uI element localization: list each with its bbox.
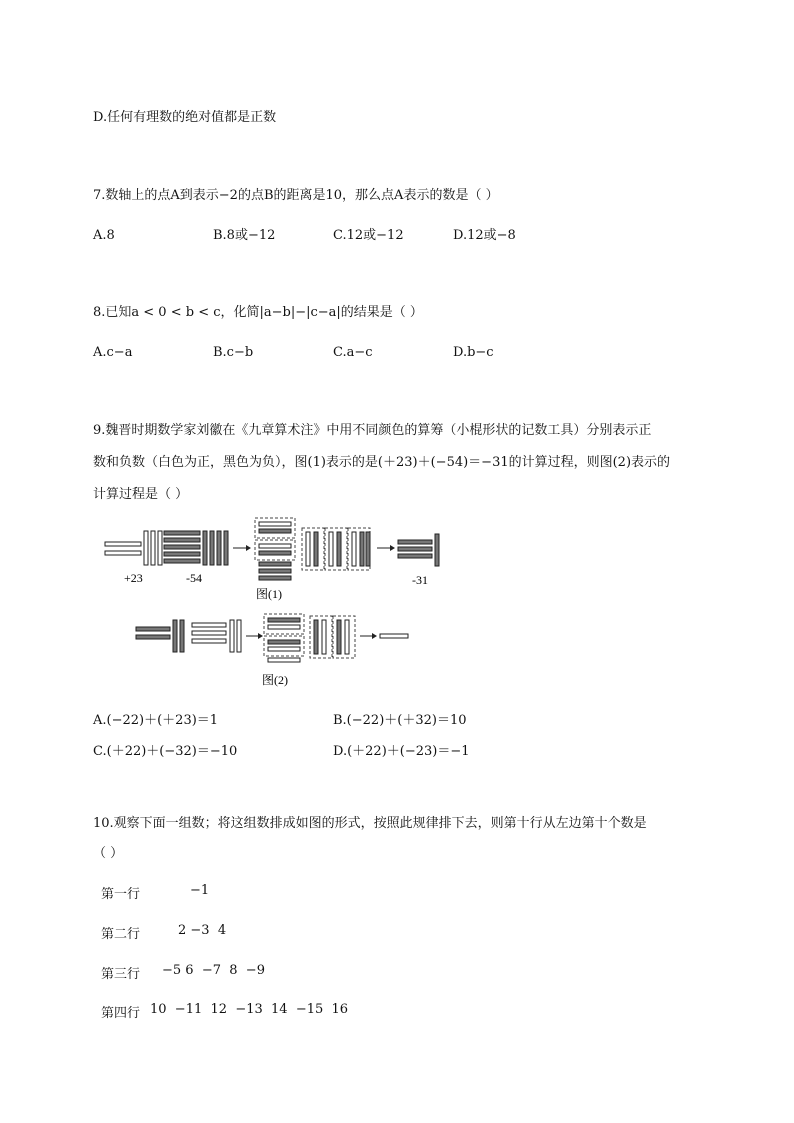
fig2-arrow-2 [360, 633, 377, 639]
q7-option-a: A.8 [93, 228, 115, 243]
q8-option-b: B.c−b [213, 345, 254, 360]
q7-option-b: B.8或−12 [213, 228, 276, 243]
q9-option-a: A.(−22)＋(＋23)＝1 [93, 713, 219, 728]
q10-row3-label: 第三行 [101, 967, 141, 982]
q9-option-c: C.(＋22)＋(−32)＝−10 [93, 744, 238, 759]
q10-row4-label: 第四行 [101, 1006, 141, 1021]
fig1-cancel-pairs [255, 518, 370, 580]
fig1-label-minus31: -31 [412, 573, 428, 587]
fig2-cancel-pairs [264, 614, 355, 662]
q9-stem-line3: 计算过程是（ ） [93, 487, 189, 502]
fig2-left-rods [136, 620, 241, 652]
fig2-caption: 图(2) [262, 673, 288, 687]
fig1-caption: 图(1) [256, 587, 282, 601]
fig1-result-neg31-rods [398, 534, 439, 566]
q8-option-d: D.b−c [453, 345, 494, 360]
q10-row1-values: −1 [190, 883, 210, 898]
q8-option-a: A.c−a [93, 345, 133, 360]
q10-stem-line2: （ ） [93, 846, 124, 861]
q8-stem: 8.已知a < 0 < b < c，化简|a−b|−|c−a|的结果是（ ） [93, 305, 423, 320]
q6-option-d: D.任何有理数的绝对值都是正数 [93, 110, 277, 125]
fig1-label-minus54: -54 [186, 571, 202, 585]
fig1-label-plus23: +23 [124, 571, 143, 585]
fig1-arrow-1 [233, 545, 251, 551]
q7-option-c: C.12或−12 [333, 228, 404, 243]
q9-stem-line2: 数和负数（白色为正，黑色为负），图(1)表示的是(＋23)＋(−54)＝−31的计算过程，则图(2)表示的 [93, 455, 671, 470]
fig2-result-rod [380, 634, 408, 638]
figure-1 [100, 512, 450, 607]
q8-option-c: C.a−c [333, 345, 373, 360]
q9-stem-line1: 9.魏晋时期数学家刘徽在《九章算术注》中用不同颜色的算筹（小棍形状的记数工具）分别表示正 [93, 423, 652, 438]
figure-2 [130, 610, 420, 690]
q9-option-b: B.(−22)＋(＋32)＝10 [333, 713, 467, 728]
fig1-negative-54-rods [164, 531, 228, 565]
q7-option-d: D.12或−8 [453, 228, 516, 243]
q7-stem: 7.数轴上的点A到表示−2的点B的距离是10，那么点A表示的数是（ ） [93, 188, 499, 203]
fig1-positive-23-rods [105, 531, 162, 565]
fig2-arrow-1 [246, 633, 263, 639]
q10-row2-values: 2 −3 4 [178, 923, 227, 938]
q10-row2-label: 第二行 [101, 927, 141, 942]
fig1-arrow-2 [377, 545, 395, 551]
q10-row4-values: 10 −11 12 −13 14 −15 16 [150, 1002, 349, 1017]
q10-stem-line1: 10.观察下面一组数；将这组数排成如图的形式，按照此规律排下去，则第十行从左边第十个数是 [93, 816, 647, 831]
q10-row3-values: −5 6 −7 8 −9 [162, 963, 265, 978]
q10-row1-label: 第一行 [101, 887, 141, 902]
q9-option-d: D.(＋22)＋(−23)＝−1 [333, 744, 470, 759]
